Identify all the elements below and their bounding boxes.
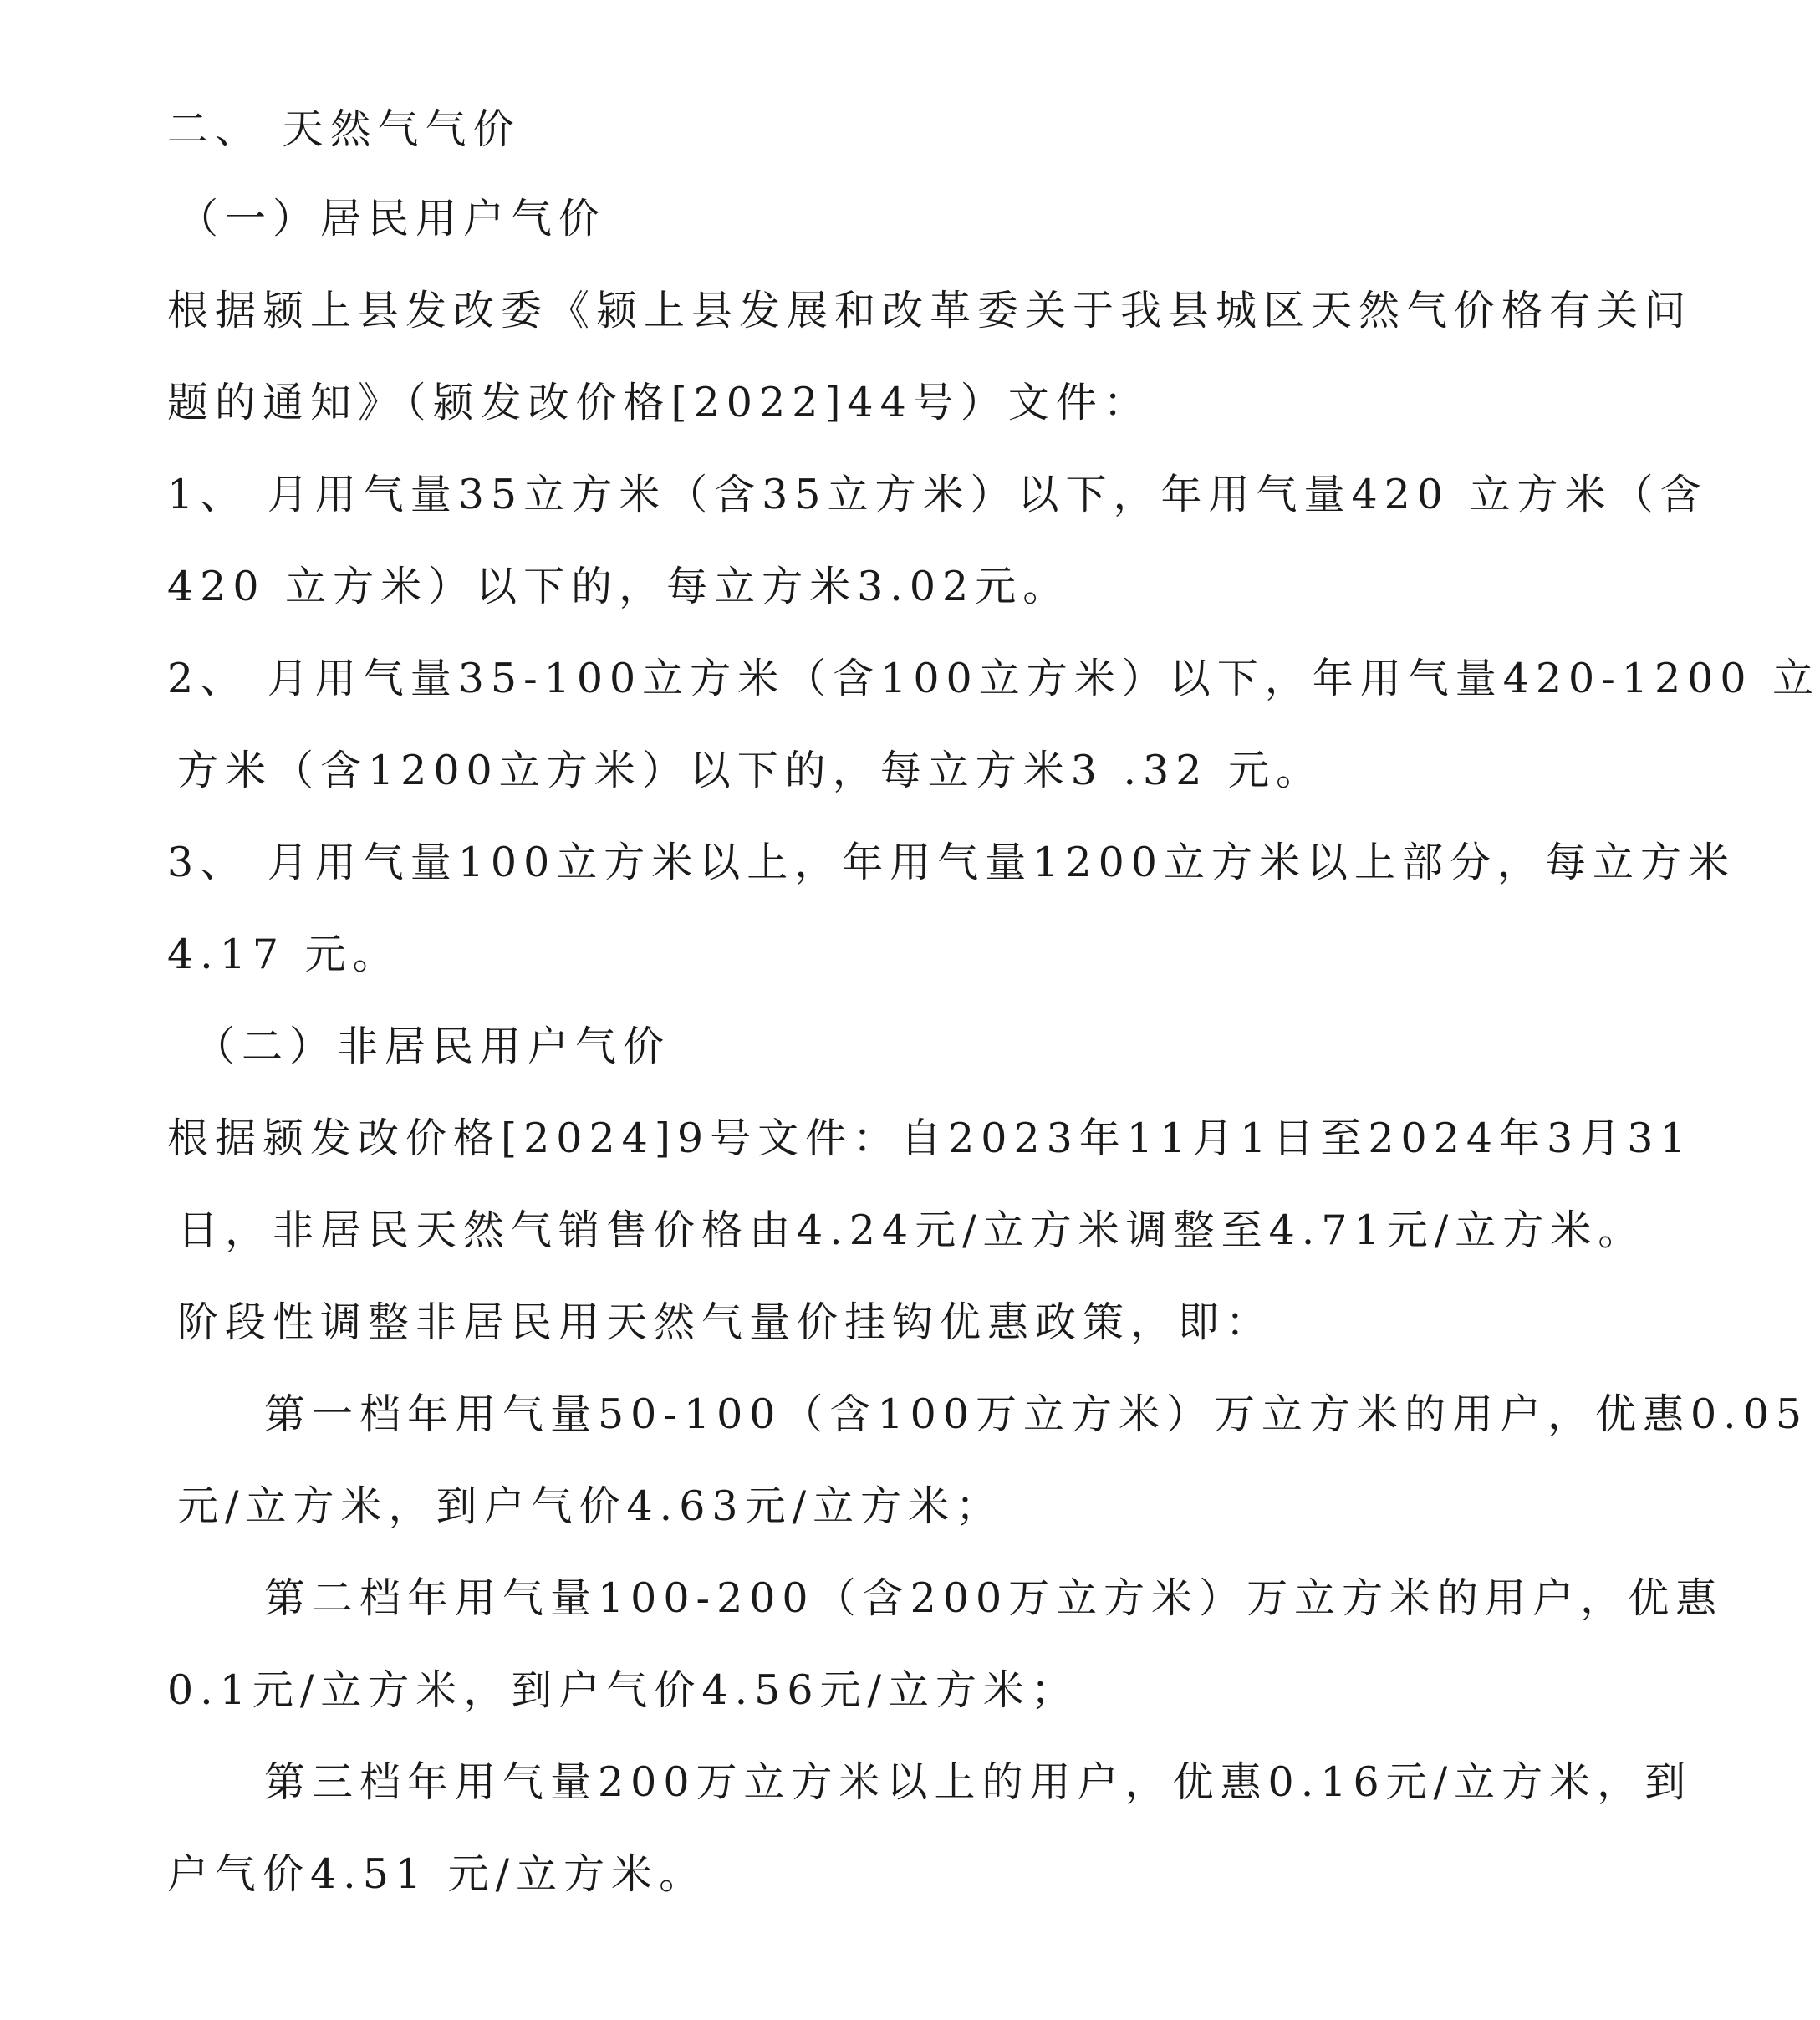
tier-2-line: 第二档年用气量100-200（含200万立方米）万立方米的用户，优惠 bbox=[264, 1574, 1724, 1622]
list-item-3-line: 3、 月用气量100立方米以上，年用气量1200立方米以上部分，每立方米 bbox=[167, 839, 1736, 886]
list-item-3-line: 4.17 元。 bbox=[167, 931, 400, 978]
paragraph-line: 根据颍发改价格[2024]9号文件：自2023年11月1日至2024年3月31 bbox=[167, 1115, 1693, 1162]
paragraph-line: 日，非居民天然气销售价格由4.24元/立方米调整至4.71元/立方米。 bbox=[177, 1206, 1646, 1254]
list-item-2-line: 方米（含1200立方米）以下的，每立方米3 .32 元。 bbox=[177, 747, 1323, 794]
list-item-1-line: 1、 月用气量35立方米（含35立方米）以下，年用气量420 立方米（含 bbox=[167, 471, 1708, 518]
tier-1-line: 第一档年用气量50-100（含100万立方米）万立方米的用户，优惠0.05 bbox=[264, 1390, 1809, 1438]
tier-3-line: 第三档年用气量200万立方米以上的用户，优惠0.16元/立方米，到 bbox=[264, 1758, 1693, 1806]
subsection-heading-residential: （一）居民用户气价 bbox=[177, 195, 607, 242]
tier-2-line: 0.1元/立方米，到户气价4.56元/立方米； bbox=[167, 1666, 1079, 1714]
list-item-1-line: 420 立方米）以下的，每立方米3.02元。 bbox=[167, 563, 1071, 610]
paragraph-line: 根据颍上县发改委《颍上县发展和改革委关于我县城区天然气价格有关问 bbox=[167, 287, 1693, 334]
paragraph-line: 阶段性调整非居民用天然气量价挂钩优惠政策，即： bbox=[177, 1298, 1274, 1346]
paragraph-line: 题的通知》（颍发改价格[2022]44号）文件： bbox=[167, 379, 1151, 426]
subsection-heading-non-residential: （二）非居民用户气价 bbox=[194, 1023, 671, 1070]
section-heading: 二、 天然气气价 bbox=[167, 105, 521, 153]
list-item-2-line: 2、 月用气量35-100立方米（含100立方米）以下，年用气量420-1200 立 bbox=[167, 655, 1820, 702]
tier-3-line: 户气价4.51 元/立方米。 bbox=[167, 1850, 707, 1898]
tier-1-line: 元/立方米，到户气价4.63元/立方米； bbox=[177, 1482, 1004, 1530]
